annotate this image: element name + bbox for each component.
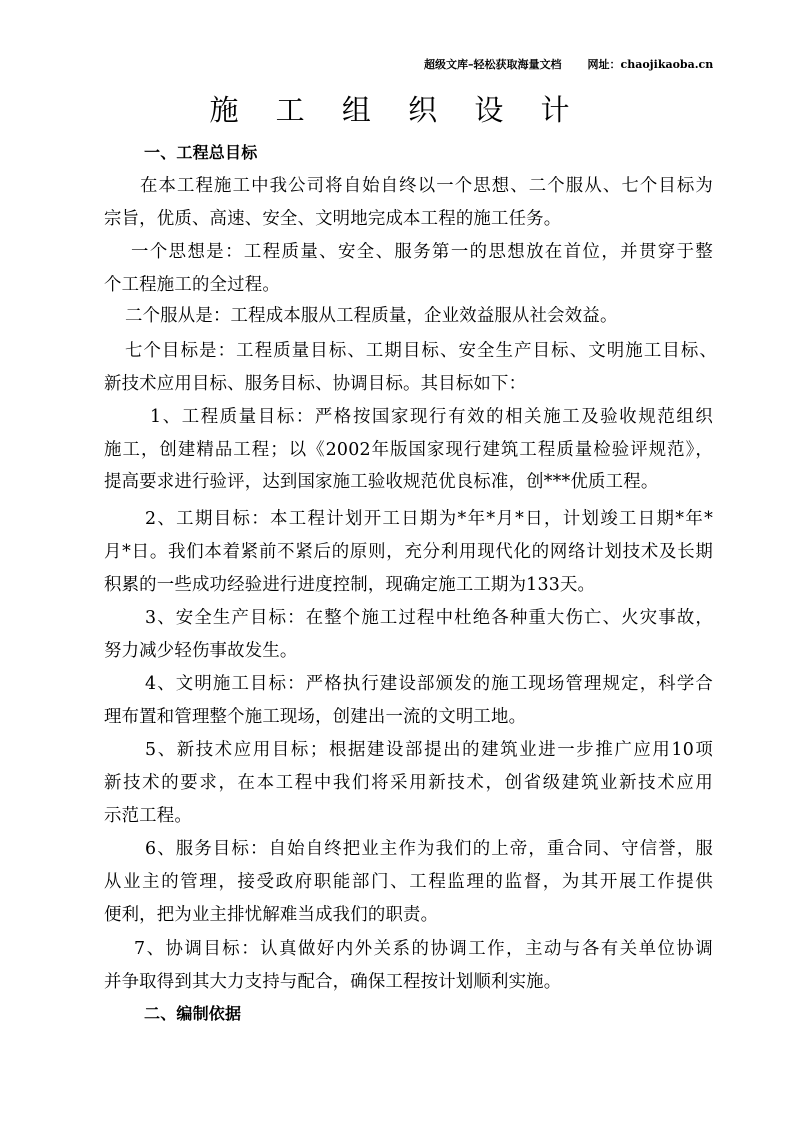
paragraph-line: 6、服务目标：自始自终把业主作为我们的上帝，重合同、守信誉，服 [145, 839, 713, 859]
paragraph-line: 在本工程施工中我公司将自始自终以一个思想、二个服从、七个目标为 [140, 176, 713, 196]
section-heading: 一、工程总目标 [144, 143, 258, 162]
site-name: 超级文库–轻松获取海量文档 [424, 58, 562, 71]
paragraph-line: 一个思想是：工程质量、安全、服务第一的思想放在首位，并贯穿于整 [131, 242, 713, 262]
paragraph-line: 5、新技术应用目标；根据建设部提出的建筑业进一步推广应用10项 [145, 740, 713, 760]
paragraph-line: 示范工程。 [104, 806, 192, 826]
paragraph-line: 2、工期目标：本工程计划开工日期为*年*月*日，计划竣工日期*年* [145, 509, 713, 529]
paragraph-line: 3、安全生产目标：在整个施工过程中杜绝各种重大伤亡、火灾事故， [145, 608, 713, 628]
paragraph-line: 便利，把为业主排忧解难当成我们的职责。 [104, 905, 439, 925]
paragraph-line: 新技术应用目标、服务目标、协调目标。其目标如下： [104, 374, 527, 394]
paragraph-line: 二个服从是：工程成本服从工程质量，企业效益服从社会效益。 [125, 306, 618, 326]
paragraph-line: 7、协调目标：认真做好内外关系的协调工作，主动与各有关单位协调 [134, 939, 713, 959]
paragraph-line: 月*日。我们本着紧前不紧后的原则，充分利用现代化的网络计划技术及长期 [104, 542, 713, 562]
paragraph-line: 并争取得到其大力支持与配合，确保工程按计划顺利实施。 [104, 972, 562, 992]
paragraph-line: 从业主的管理，接受政府职能部门、工程监理的监督，为其开展工作提供 [104, 872, 713, 892]
section-heading: 二、编制依据 [144, 1004, 242, 1023]
paragraph-line: 施工，创建精品工程；以《2002年版国家现行建筑工程质量检验评规范》， [104, 440, 713, 460]
paragraph-line: 七个目标是：工程质量目标、工期目标、安全生产目标、文明施工目标、 [125, 341, 717, 361]
paragraph-line: 提高要求进行验评，达到国家施工验收规范优良标准，创***优质工程。 [104, 472, 659, 492]
paragraph-line: 个工程施工的全过程。 [104, 275, 280, 295]
paragraph-line: 积累的一些成功经验进行进度控制，现确定施工工期为133天。 [104, 575, 596, 595]
paragraph-line: 1、工程质量目标：严格按国家现行有效的相关施工及验收规范组织 [150, 407, 713, 427]
paragraph-line: 理布置和管理整个施工现场，创建出一流的文明工地。 [104, 707, 527, 727]
paragraph-line: 新技术的要求，在本工程中我们将采用新技术，创省级建筑业新技术应用 [104, 773, 713, 793]
site-url: 网址：chaojikaoba.cn [587, 58, 714, 71]
page-header [424, 56, 713, 72]
paragraph-line: 4、文明施工目标：严格执行建设部颁发的施工现场管理规定，科学合 [145, 674, 713, 694]
document-title: 施 工 组 织 设 计 [209, 93, 584, 127]
paragraph-line: 宗旨，优质、高速、安全、文明地完成本工程的施工任务。 [104, 209, 562, 229]
paragraph-line: 努力减少轻伤事故发生。 [104, 641, 298, 661]
